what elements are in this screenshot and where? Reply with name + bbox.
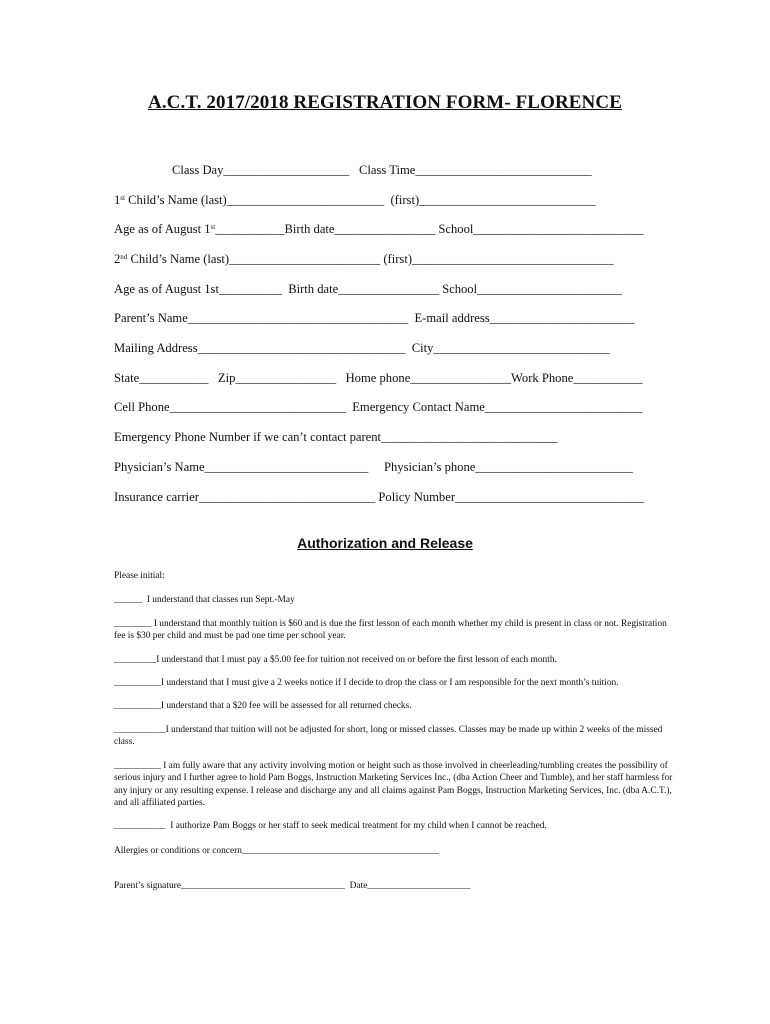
child2-age-field[interactable]: Age as of August 1st__________ Birth date________________ School_______________________ xyxy=(114,282,622,296)
initial-item-season[interactable]: ______ I understand that classes run Sept.-May xyxy=(114,595,295,605)
initial-item-liability[interactable]: __________ I am fully aware that any activity involving motion or height such as those involved in cheerleading/tumbling creates the possibility of serious injury and I further agree to hold Pam Boggs, Instruction Marketing Services Inc., (dba Action Cheer and Tumble), and her staff harmless for any injury or any resulting expense. I release and discharge any and all claims against Pam Boggs, Instruction Marketing Services, Inc. (dba A.C.T.), and all affiliated parties. xyxy=(114,761,673,808)
cell-emergency-field[interactable]: Cell Phone____________________________ Emergency Contact Name_________________________ xyxy=(114,400,643,414)
child1-name-text: Child’s Name (last)_________________________ (first)____________________________ xyxy=(124,193,596,207)
parent-name-field[interactable]: Parent’s Name___________________________________ E-mail address_______________________ xyxy=(114,311,635,325)
child1-ordinal: 1 xyxy=(114,193,121,207)
child1-age-label: Age as of August 1 xyxy=(114,222,211,236)
initial-item-returned-checks[interactable]: __________I understand that a $20 fee will be assessed for all returned checks. xyxy=(114,701,412,711)
child1-ordinal-suffix: st xyxy=(120,194,125,202)
child2-name-text: Child’s Name (last)________________________ (first)________________________________ xyxy=(127,252,614,266)
child2-name-field[interactable] xyxy=(114,252,614,267)
form-title: A.C.T. 2017/2018 REGISTRATION FORM- FLORENCE xyxy=(148,92,622,113)
class-time-field[interactable]: Class Time____________________________ xyxy=(359,163,592,177)
child1-age-field[interactable] xyxy=(114,222,643,237)
child1-name-field[interactable] xyxy=(114,193,595,208)
initial-item-notice[interactable]: __________I understand that I must give a 2 weeks notice if I decide to drop the class or I am responsible for the next month’s tuition. xyxy=(114,678,619,688)
mailing-address-field[interactable]: Mailing Address_________________________________ City____________________________ xyxy=(114,341,610,355)
initial-item-tuition[interactable]: ________ I understand that monthly tuition is $60 and is due the first lesson of each month whether my child is present in class or not. Registration fee is $30 per child and must be pad one time per school year. xyxy=(114,619,667,642)
initial-item-medical[interactable]: ___________ I authorize Pam Boggs or her staff to seek medical treatment for my child when I cannot be reached. xyxy=(114,821,547,831)
physician-field[interactable]: Physician’s Name__________________________ Physician’s phone_________________________ xyxy=(114,460,633,474)
child1-age-text: ___________Birth date________________ School___________________________ xyxy=(215,222,644,236)
allergies-field[interactable]: Allergies or conditions or concern__________________________________________ xyxy=(114,846,439,856)
authorization-heading: Authorization and Release xyxy=(297,535,473,551)
signature-field[interactable]: Parent’s signature___________________________________ Date______________________ xyxy=(114,881,471,891)
child1-age-suffix: st xyxy=(210,223,216,231)
initial-item-late-fee[interactable]: _________I understand that I must pay a $5.00 fee for tuition not received on or before the first lesson of each month. xyxy=(114,655,557,665)
child2-ordinal-suffix: nd xyxy=(120,253,128,261)
class-day-field[interactable]: Class Day____________________ xyxy=(172,163,350,177)
emergency-phone-field[interactable]: Emergency Phone Number if we can’t contact parent____________________________ xyxy=(114,430,558,444)
state-zip-phone-field[interactable]: State___________ Zip________________ Home phone________________Work Phone___________ xyxy=(114,371,643,385)
please-initial-label: Please initial: xyxy=(114,571,165,581)
insurance-field[interactable]: Insurance carrier____________________________ Policy Number______________________________ xyxy=(114,490,644,504)
initial-item-missed-classes[interactable]: ___________I understand that tuition will not be adjusted for short, long or missed classes. Classes may be made up within 2 weeks of the missed class. xyxy=(114,725,663,748)
child2-ordinal: 2 xyxy=(114,252,121,266)
